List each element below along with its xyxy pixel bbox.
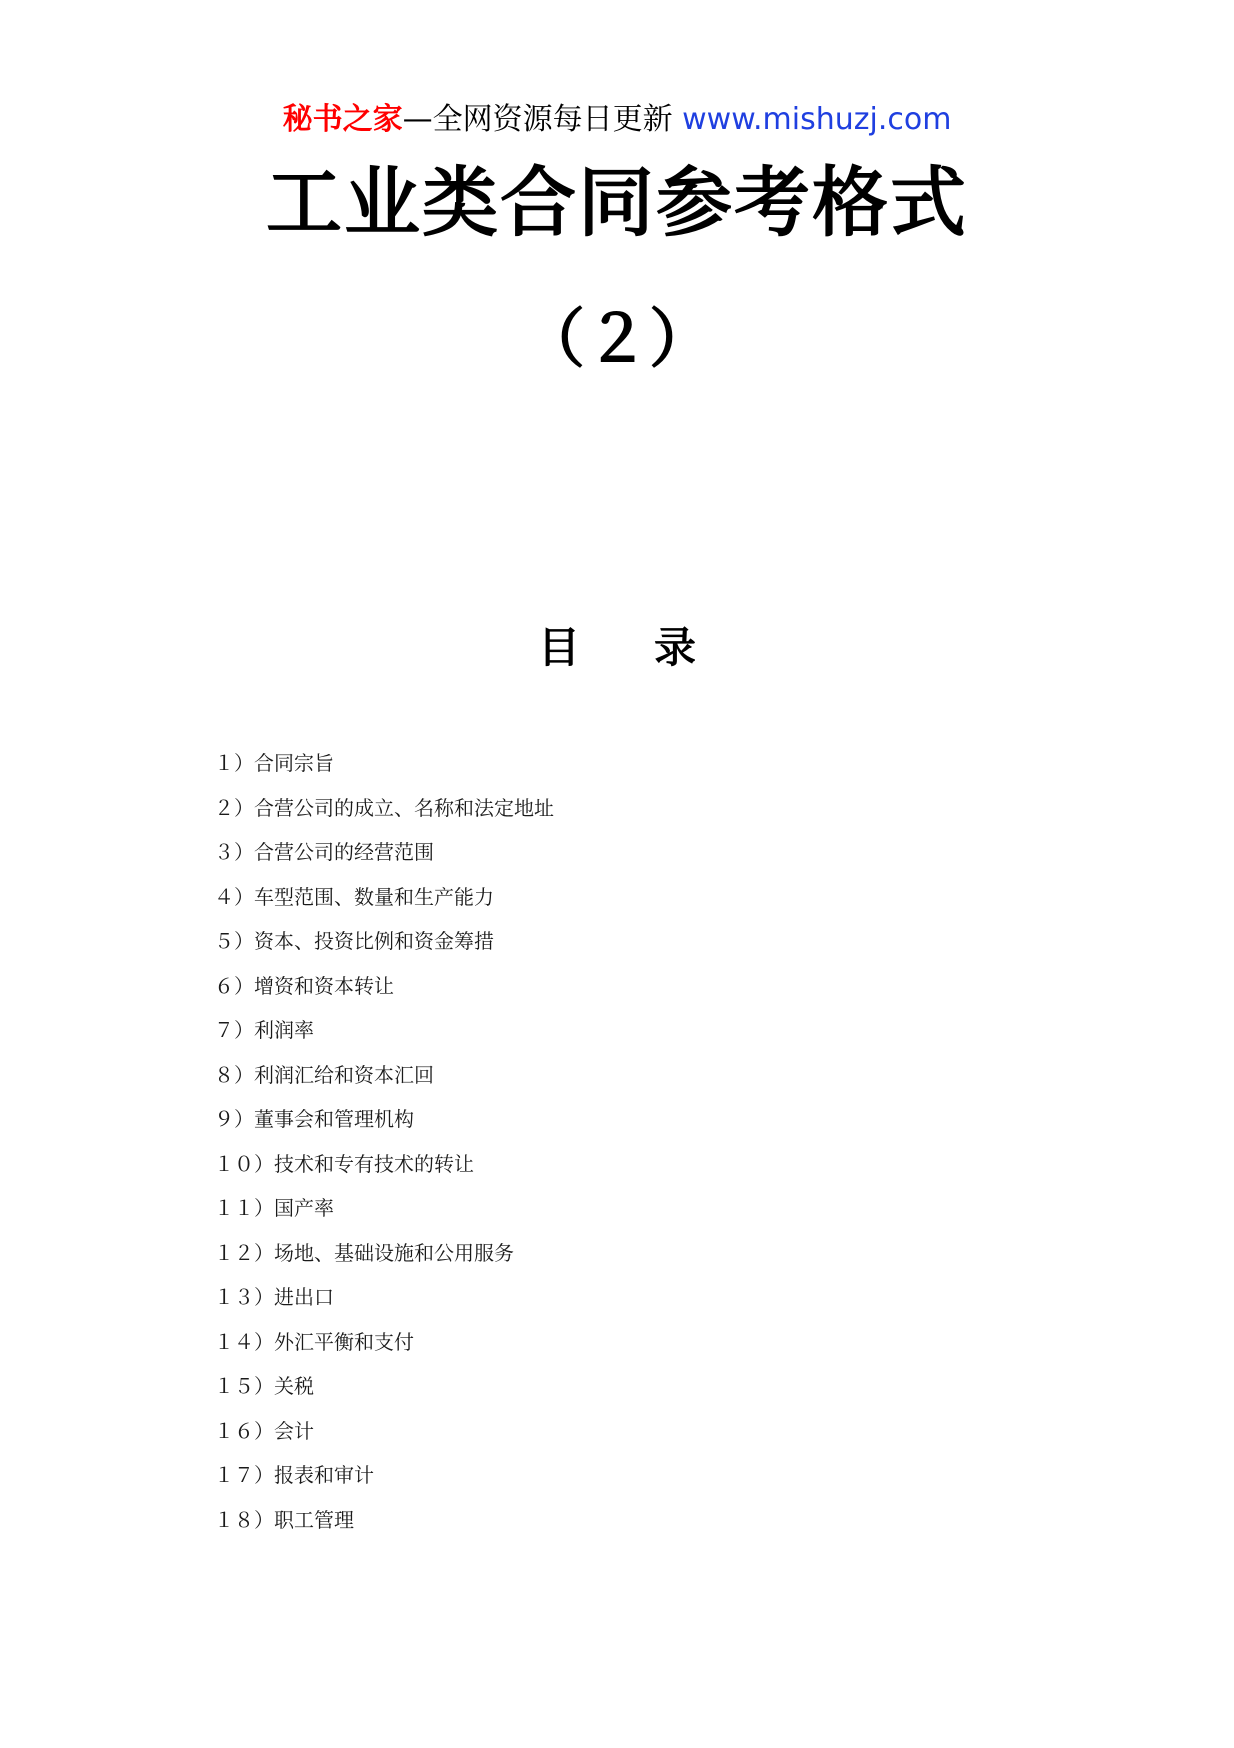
toc-item: １４）外汇平衡和支付 <box>214 1329 414 1354</box>
toc-list <box>214 748 554 1549</box>
toc-item: １）合同宗旨 <box>214 751 334 775</box>
brand-name: 秘书之家 <box>282 102 403 137</box>
toc-heading: 目录 <box>537 623 770 672</box>
toc-item: １５）关税 <box>214 1374 314 1398</box>
toc-item: １３）进出口 <box>214 1285 334 1309</box>
website-link[interactable]: www.mishuzj.com <box>682 102 952 137</box>
toc-item: １７）报表和审计 <box>214 1463 374 1487</box>
toc-item: ９）董事会和管理机构 <box>214 1107 414 1131</box>
toc-item: ２）合营公司的成立、名称和法定地址 <box>214 795 554 820</box>
toc-item: ５）资本、投资比例和资金筹措 <box>214 929 494 953</box>
toc-item: ３）合营公司的经营范围 <box>214 840 434 864</box>
toc-item: １１）国产率 <box>214 1196 334 1220</box>
toc-item: １０）技术和专有技术的转让 <box>214 1151 474 1176</box>
toc-item: ４）车型范围、数量和生产能力 <box>214 884 494 909</box>
document-title: 工业类合同参考格式 <box>266 158 968 247</box>
toc-item: ７）利润率 <box>214 1018 314 1042</box>
toc-item: １２）场地、基础设施和公用服务 <box>214 1240 514 1265</box>
toc-item: ６）增资和资本转让 <box>214 973 394 998</box>
document-subtitle: （２） <box>521 302 713 377</box>
toc-item: １６）会计 <box>214 1418 314 1443</box>
header-slogan: —全网资源每日更新 <box>402 102 683 137</box>
toc-item: ８）利润汇给和资本汇回 <box>214 1062 434 1087</box>
toc-item: １８）职工管理 <box>214 1507 354 1532</box>
header-banner <box>0 100 1234 140</box>
